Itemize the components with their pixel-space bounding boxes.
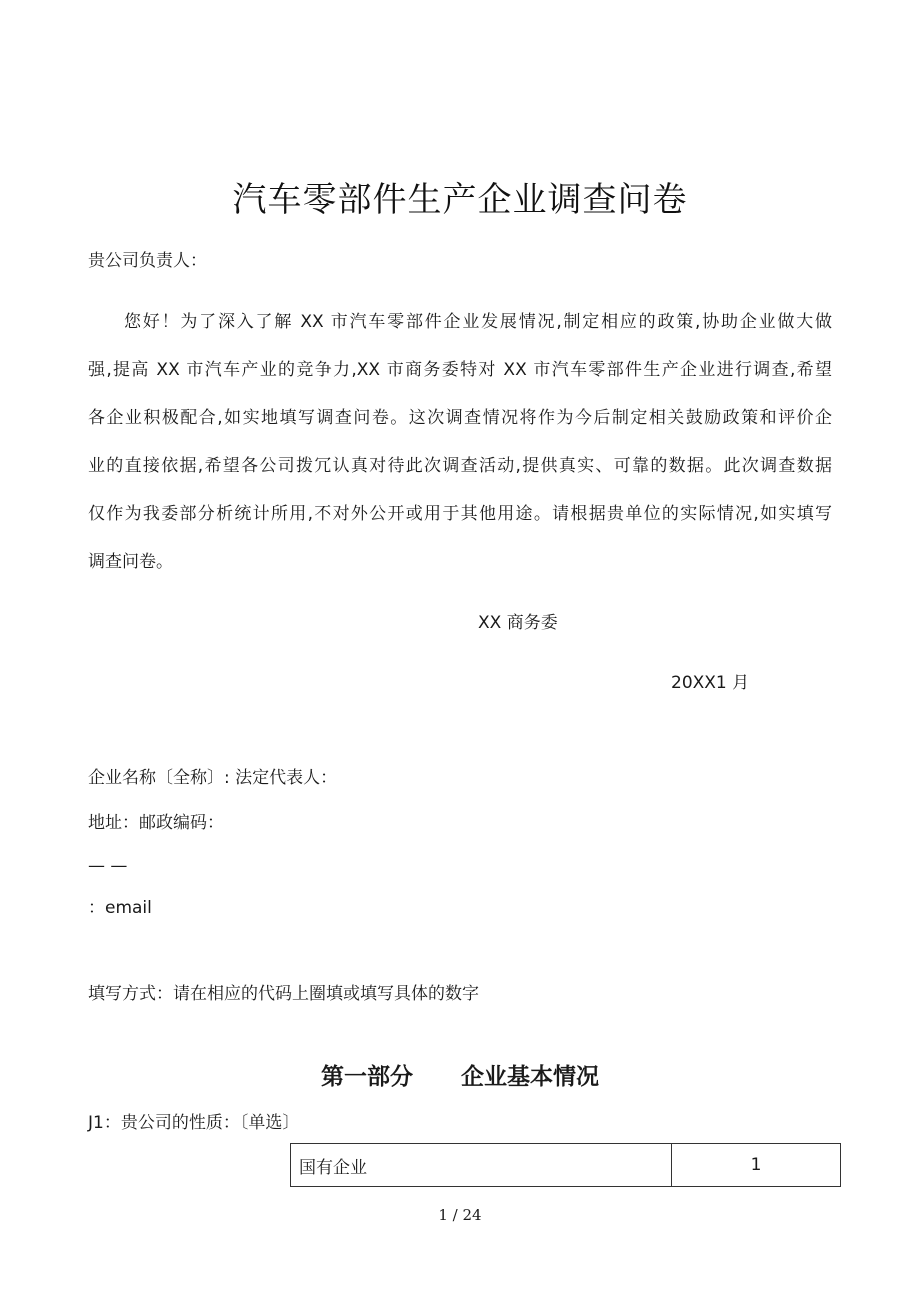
- option-code: 1: [672, 1144, 841, 1187]
- email-field: ：email: [88, 898, 152, 918]
- dash-field: — —: [88, 856, 128, 876]
- intro-line: 调查问卷。: [88, 552, 173, 572]
- page-number: 1 / 24: [438, 1206, 482, 1224]
- intro-line: 各企业积极配合,如实地填写调查问卷。这次调查情况将作为今后制定相关鼓励政策和评价企: [88, 408, 832, 428]
- intro-line: 业的直接依据,希望各公司拨冗认真对待此次调查活动,提供真实、可靠的数据。此次调查数据: [88, 456, 832, 476]
- section-name: 企业基本情况: [461, 1064, 599, 1090]
- instructions: 填写方式：请在相应的代码上圈填或填写具体的数字: [88, 984, 479, 1004]
- intro-line: 强,提高 XX 市汽车产业的竞争力,XX 市商务委特对 XX 市汽车零部件生产企业进行调查,希望: [88, 360, 832, 380]
- section-heading: [0, 1058, 920, 1091]
- intro-paragraph: [88, 298, 832, 586]
- question-label: J1：贵公司的性质：〔单选〕: [88, 1113, 300, 1133]
- option-text: 国有企业: [291, 1144, 672, 1187]
- address-field: 地址：邮政编码：: [88, 813, 224, 833]
- company-name-field: 企业名称〔全称〕: 法定代表人：: [88, 768, 338, 788]
- signer: XX 商务委: [478, 613, 558, 633]
- options-table: [290, 1143, 841, 1187]
- table-row: [291, 1144, 841, 1187]
- document-title: 汽车零部件生产企业调查问卷: [232, 180, 688, 220]
- intro-line: 仅作为我委部分析统计所用,不对外公开或用于其他用途。请根据贵单位的实际情况,如实填写: [88, 504, 832, 524]
- date: 20XX1 月: [671, 673, 750, 693]
- section-part: 第一部分: [321, 1064, 413, 1090]
- salutation: 贵公司负责人：: [88, 251, 207, 271]
- intro-line: 您好！为了深入了解 XX 市汽车零部件企业发展情况,制定相应的政策,协助企业做大做: [124, 312, 832, 332]
